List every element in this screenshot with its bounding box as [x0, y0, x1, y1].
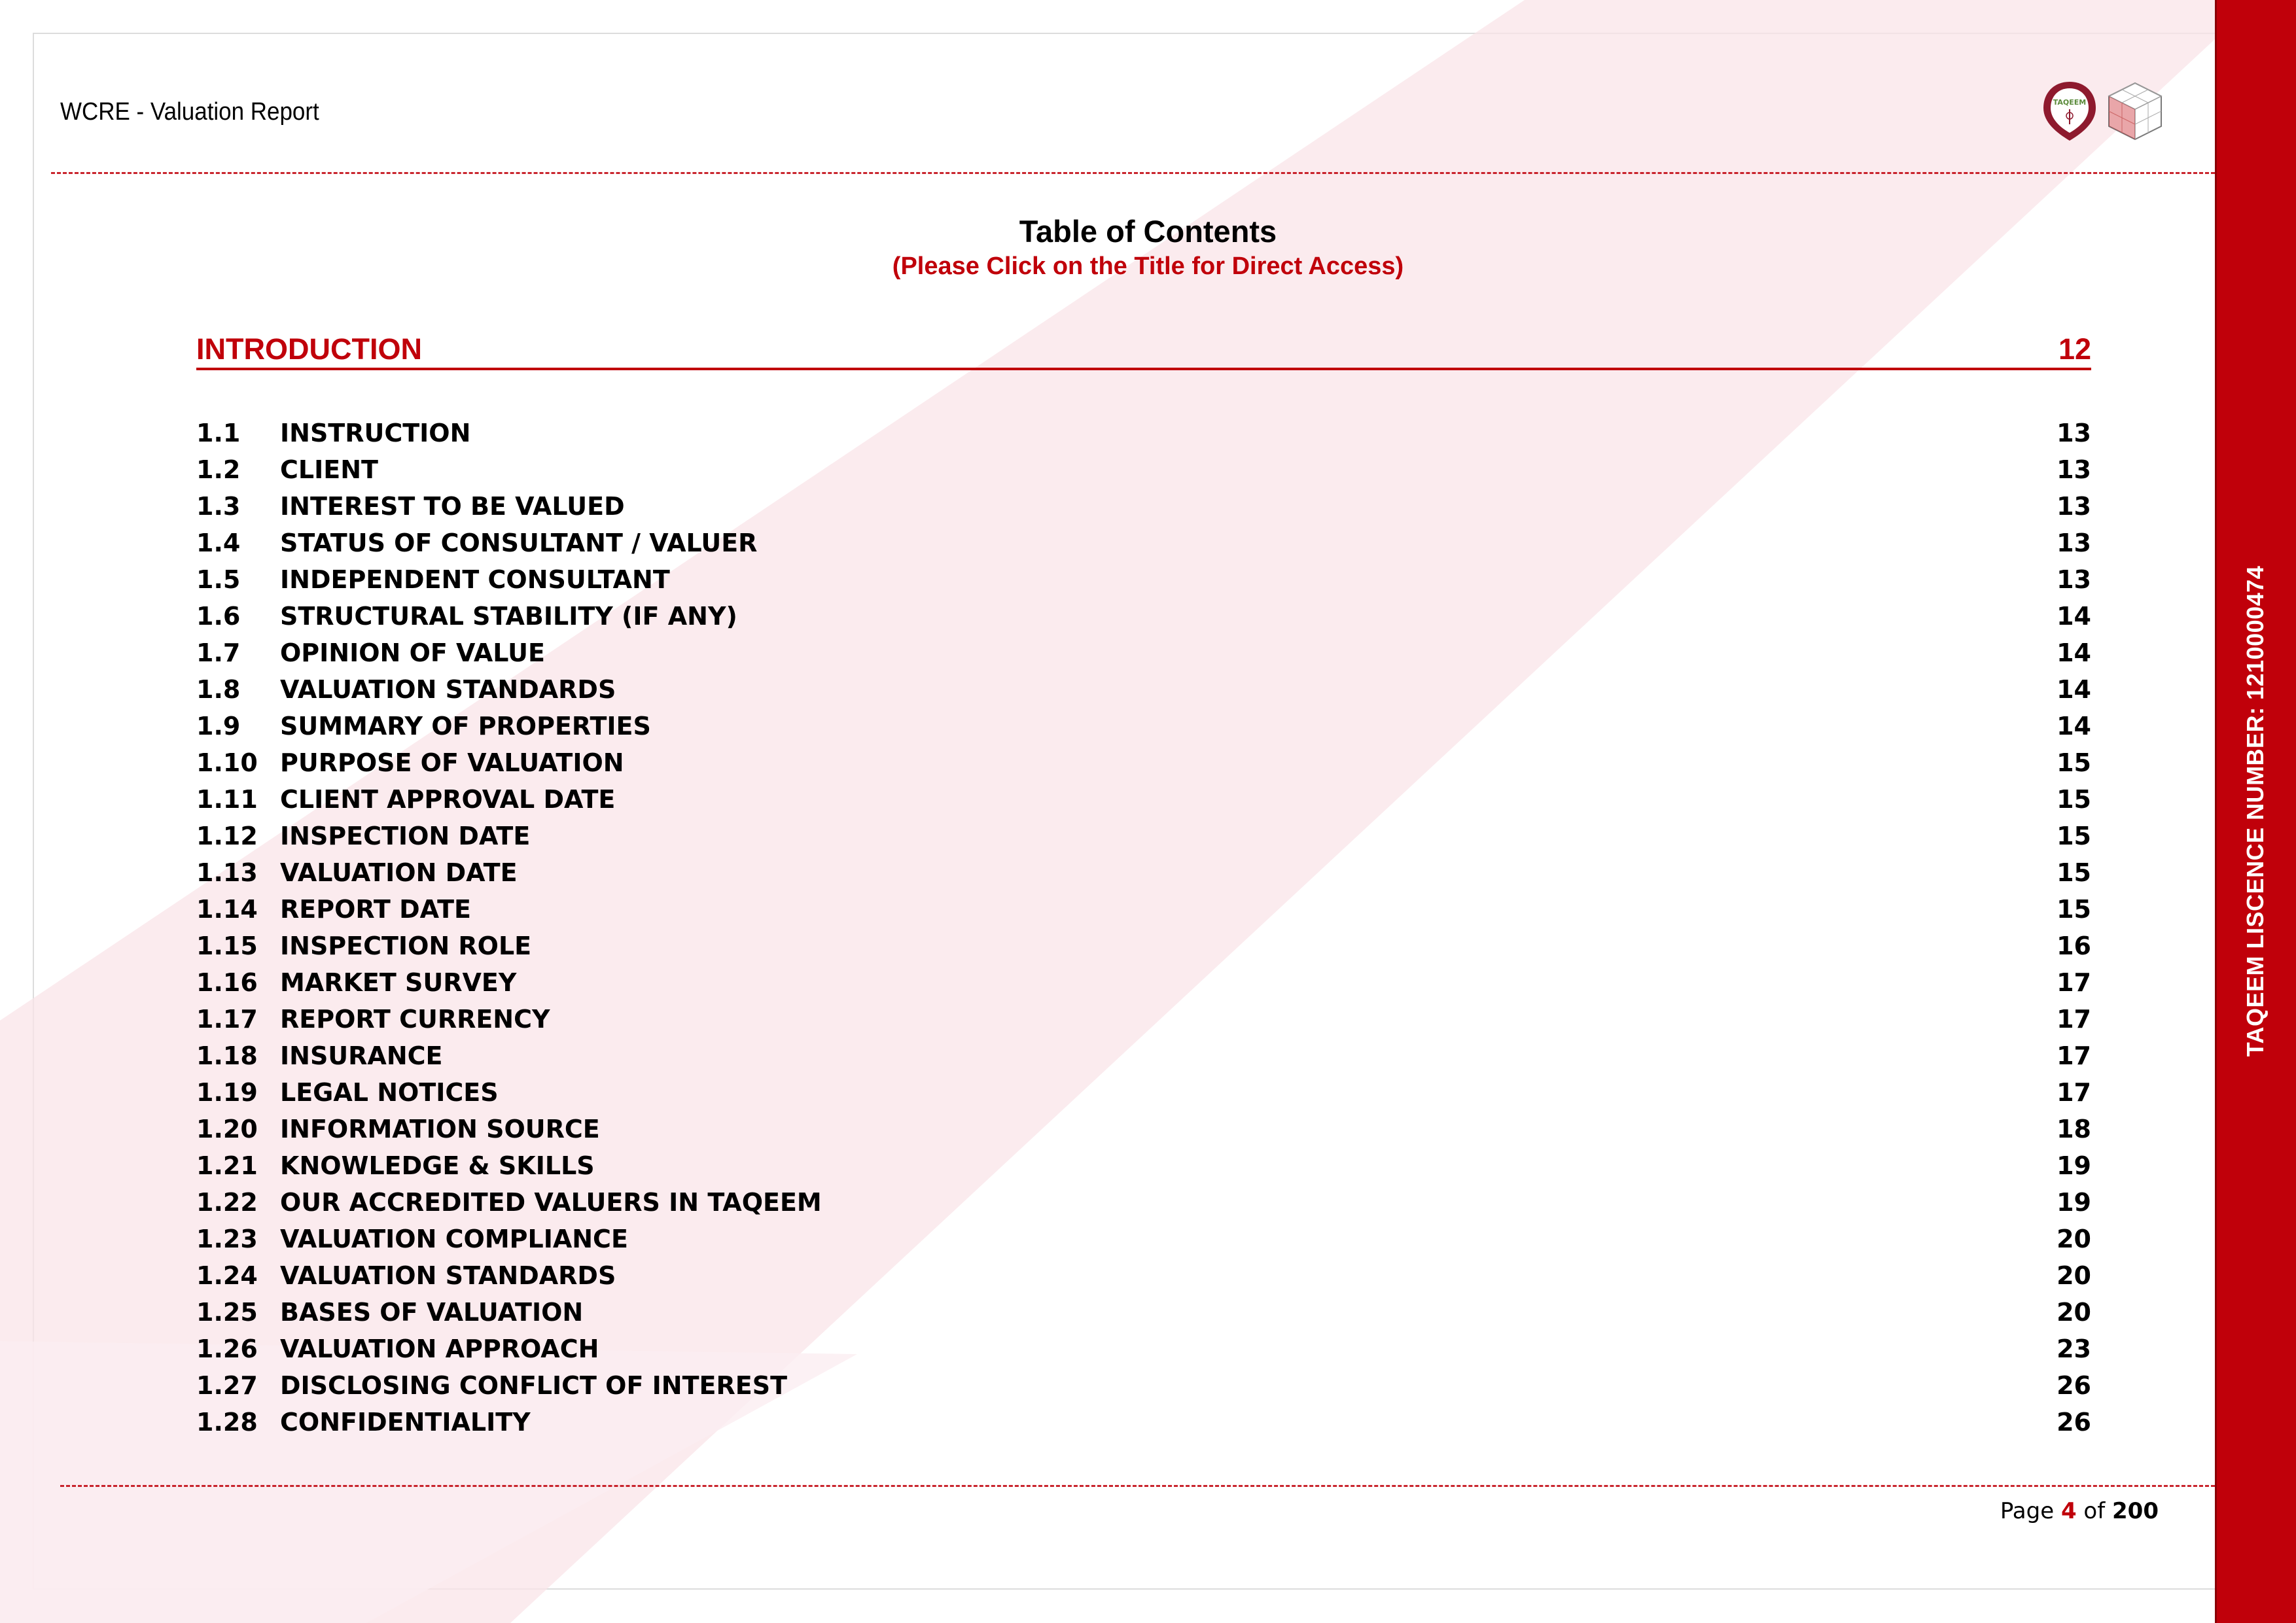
toc-entry-page: 26: [2057, 1371, 2091, 1400]
toc-entry-number: 1.15: [196, 932, 258, 960]
toc-entry-page: 13: [2057, 455, 2091, 484]
toc-entry[interactable]: [196, 675, 2091, 712]
toc-entry-title: REPORT DATE: [280, 895, 471, 924]
toc-entry-number: 1.26: [196, 1335, 258, 1363]
toc-entry-number: 1.14: [196, 895, 258, 924]
toc-entry-number: 1.27: [196, 1371, 258, 1400]
toc-entry-title: VALUATION APPROACH: [280, 1335, 599, 1363]
toc-entry-number: 1.25: [196, 1298, 258, 1327]
section-label: INTRODUCTION: [196, 332, 422, 366]
toc-entry-page: 16: [2057, 932, 2091, 960]
report-header-title: WCRE - Valuation Report: [60, 98, 319, 126]
toc-entry-page: 13: [2057, 492, 2091, 521]
toc-entry-number: 1.8: [196, 675, 241, 704]
toc-entry-number: 1.9: [196, 712, 241, 741]
toc-entry-page: 15: [2057, 895, 2091, 924]
toc-entry[interactable]: [196, 822, 2091, 858]
toc-entry[interactable]: [196, 1005, 2091, 1041]
toc-entry[interactable]: [196, 1335, 2091, 1371]
toc-entry-page: 14: [2057, 602, 2091, 631]
toc-entry-page: 13: [2057, 529, 2091, 557]
toc-entry-title: OUR ACCREDITED VALUERS IN TAQEEM: [280, 1188, 822, 1217]
toc-entry-number: 1.28: [196, 1408, 258, 1437]
toc-entry[interactable]: [196, 968, 2091, 1005]
toc-section-introduction[interactable]: [196, 332, 2091, 370]
toc-entry-page: 20: [2057, 1261, 2091, 1290]
toc-entry-page: 15: [2057, 858, 2091, 887]
toc-entry-number: 1.11: [196, 785, 258, 814]
toc-entry[interactable]: [196, 1188, 2091, 1225]
cube-logo: [2109, 83, 2161, 139]
toc-entry-number: 1.2: [196, 455, 241, 484]
toc-entry-number: 1.18: [196, 1041, 258, 1070]
toc-entry[interactable]: [196, 712, 2091, 748]
toc-entry-page: 15: [2057, 822, 2091, 850]
toc-entry-title: DISCLOSING CONFLICT OF INTEREST: [280, 1371, 787, 1400]
toc-title: Table of Contents: [1019, 214, 1277, 249]
toc-entry-title: MARKET SURVEY: [280, 968, 517, 997]
toc-entry-page: 13: [2057, 565, 2091, 594]
toc-entry-number: 1.17: [196, 1005, 258, 1034]
toc-entry[interactable]: [196, 895, 2091, 932]
toc-entry-page: 15: [2057, 785, 2091, 814]
toc-entry-page: 17: [2057, 1078, 2091, 1107]
toc-entry-title: CLIENT: [280, 455, 378, 484]
toc-entry-page: 23: [2057, 1335, 2091, 1363]
toc-entry[interactable]: [196, 492, 2091, 529]
toc-entry-title: INTEREST TO BE VALUED: [280, 492, 625, 521]
toc-entry-title: OPINION OF VALUE: [280, 638, 545, 667]
of-word: of: [2083, 1498, 2106, 1524]
toc-entry-number: 1.1: [196, 419, 241, 447]
toc-entry-title: SUMMARY OF PROPERTIES: [280, 712, 651, 741]
toc-entry-page: 14: [2057, 638, 2091, 667]
toc-entry-title: VALUATION DATE: [280, 858, 518, 887]
toc-entry-number: 1.3: [196, 492, 241, 521]
toc-entry[interactable]: [196, 1151, 2091, 1188]
svg-text:TAQEEM: TAQEEM: [2053, 98, 2087, 107]
toc-entry-number: 1.19: [196, 1078, 258, 1107]
toc-entry-title: INFORMATION SOURCE: [280, 1115, 600, 1143]
toc-entry[interactable]: [196, 529, 2091, 565]
toc-entry[interactable]: [196, 748, 2091, 785]
current-page-number: 4: [2060, 1498, 2077, 1524]
toc-entry-title: CONFIDENTIALITY: [280, 1408, 531, 1437]
footer-divider: [60, 1485, 2215, 1487]
toc-entry[interactable]: [196, 932, 2091, 968]
toc-entry-title: INDEPENDENT CONSULTANT: [280, 565, 670, 594]
toc-entry[interactable]: [196, 455, 2091, 492]
toc-entry-title: BASES OF VALUATION: [280, 1298, 584, 1327]
toc-entry[interactable]: [196, 1298, 2091, 1335]
section-page-number: 12: [2058, 332, 2091, 366]
toc-entry-title: VALUATION STANDARDS: [280, 1261, 616, 1290]
toc-entry-number: 1.7: [196, 638, 241, 667]
toc-entry-page: 14: [2057, 712, 2091, 741]
toc-entry-title: INSPECTION DATE: [280, 822, 531, 850]
toc-entry[interactable]: [196, 1041, 2091, 1078]
toc-entry-number: 1.5: [196, 565, 241, 594]
toc-entry-page: 17: [2057, 968, 2091, 997]
toc-entry-page: 14: [2057, 675, 2091, 704]
toc-entry[interactable]: [196, 419, 2091, 455]
toc-entry-number: 1.6: [196, 602, 241, 631]
toc-entry-title: STATUS OF CONSULTANT / VALUER: [280, 529, 758, 557]
toc-entry-title: INSURANCE: [280, 1041, 443, 1070]
toc-entry-number: 1.23: [196, 1225, 258, 1253]
toc-entry[interactable]: [196, 565, 2091, 602]
page-word: Page: [2000, 1498, 2055, 1524]
toc-entry-page: 17: [2057, 1005, 2091, 1034]
toc-entry-number: 1.22: [196, 1188, 258, 1217]
toc-entry-title: INSTRUCTION: [280, 419, 471, 447]
toc-entry-number: 1.20: [196, 1115, 258, 1143]
toc-list: [196, 419, 2091, 1444]
toc-entry-number: 1.16: [196, 968, 258, 997]
toc-entry-title: REPORT CURRENCY: [280, 1005, 550, 1034]
toc-entry-title: STRUCTURAL STABILITY (IF ANY): [280, 602, 737, 631]
toc-entry[interactable]: [196, 1408, 2091, 1444]
toc-entry-page: 15: [2057, 748, 2091, 777]
toc-entry-page: 17: [2057, 1041, 2091, 1070]
toc-entry-page: 19: [2057, 1151, 2091, 1180]
toc-entry[interactable]: [196, 1225, 2091, 1261]
toc-entry[interactable]: [196, 785, 2091, 822]
toc-entry-number: 1.24: [196, 1261, 258, 1290]
toc-entry-title: KNOWLEDGE & SKILLS: [280, 1151, 595, 1180]
toc-subtitle: (Please Click on the Title for Direct Access): [892, 253, 1404, 280]
toc-entry-title: VALUATION STANDARDS: [280, 675, 616, 704]
toc-entry-number: 1.13: [196, 858, 258, 887]
toc-entry-page: 18: [2057, 1115, 2091, 1143]
toc-entry[interactable]: [196, 1371, 2091, 1408]
toc-entry-title: LEGAL NOTICES: [280, 1078, 499, 1107]
toc-entry-page: 26: [2057, 1408, 2091, 1437]
taqeem-seal-logo: [2043, 82, 2096, 141]
toc-entry-number: 1.10: [196, 748, 258, 777]
toc-entry[interactable]: [196, 638, 2091, 675]
toc-entry[interactable]: [196, 1115, 2091, 1151]
toc-entry-page: 20: [2057, 1298, 2091, 1327]
header-divider: [51, 172, 2215, 174]
toc-entry-title: PURPOSE OF VALUATION: [280, 748, 624, 777]
total-pages: 200: [2112, 1498, 2159, 1524]
toc-entry-page: 19: [2057, 1188, 2091, 1217]
toc-entry-title: CLIENT APPROVAL DATE: [280, 785, 616, 814]
toc-entry-page: 13: [2057, 419, 2091, 447]
toc-entry-number: 1.21: [196, 1151, 258, 1180]
toc-entry-title: INSPECTION ROLE: [280, 932, 532, 960]
toc-entry[interactable]: [196, 858, 2091, 895]
toc-entry[interactable]: [196, 1261, 2091, 1298]
toc-entry-page: 20: [2057, 1225, 2091, 1253]
page-counter: [2000, 1498, 2159, 1524]
toc-entry[interactable]: [196, 1078, 2091, 1115]
license-number-text: TAQEEM LISCENCE NUMBER: 1210000474: [2242, 565, 2269, 1057]
toc-entry-number: 1.4: [196, 529, 241, 557]
toc-entry-title: VALUATION COMPLIANCE: [280, 1225, 628, 1253]
company-logos: [2040, 75, 2171, 147]
toc-entry-number: 1.12: [196, 822, 258, 850]
toc-entry[interactable]: [196, 602, 2091, 638]
